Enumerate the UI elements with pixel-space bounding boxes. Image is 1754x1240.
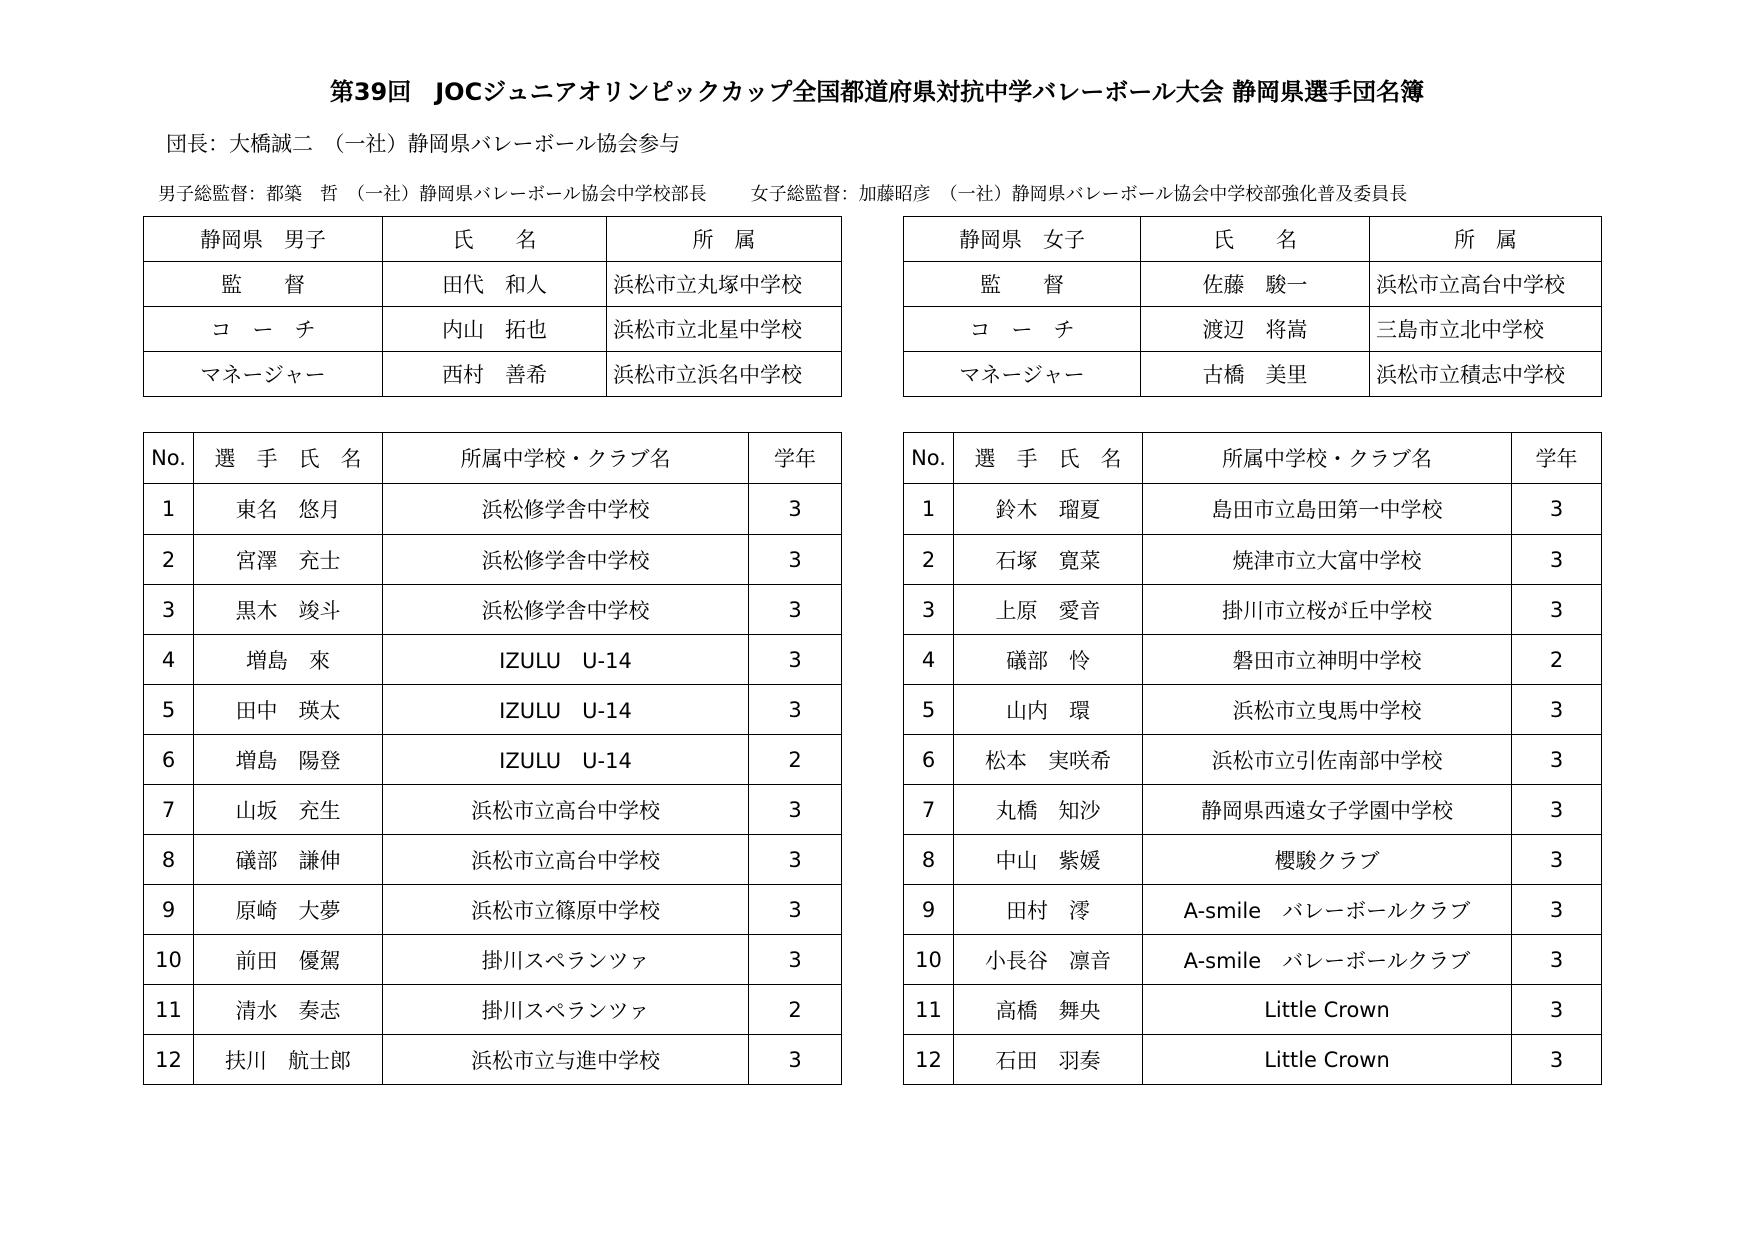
staff-name: 古橋 美里 [1141, 352, 1370, 397]
staff-header-row [904, 217, 1602, 262]
player-club: Little Crown [1143, 985, 1512, 1035]
player-club: A-smile バレーボールクラブ [1143, 935, 1512, 985]
player-name: 増島 來 [194, 635, 383, 685]
table-row [904, 585, 1602, 635]
player-name: 松本 実咲希 [954, 735, 1143, 785]
staff-affiliation: 浜松市立積志中学校 [1370, 352, 1602, 397]
player-grade: 3 [1512, 835, 1602, 885]
boys-players-body [144, 484, 842, 1085]
player-grade: 3 [1512, 1035, 1602, 1085]
player-number: 4 [144, 635, 194, 685]
club-header: 所属中学校・クラブ名 [1143, 433, 1512, 484]
player-name: 石田 羽奏 [954, 1035, 1143, 1085]
table-row [144, 785, 842, 835]
grade-header: 学年 [1512, 433, 1602, 484]
player-number: 11 [904, 985, 954, 1035]
player-grade: 3 [749, 585, 842, 635]
girls-general-director: 女子総監督：加藤昭彦 （一社）静岡県バレーボール協会中学校部強化普及委員長 [750, 184, 1408, 205]
player-grade: 3 [749, 484, 842, 535]
staff-role: コ ー チ [144, 307, 383, 352]
player-grade: 2 [749, 735, 842, 785]
player-number: 1 [904, 484, 954, 535]
table-row [144, 985, 842, 1035]
player-number: 12 [904, 1035, 954, 1085]
player-name: 石塚 寛菜 [954, 535, 1143, 585]
player-grade: 3 [749, 785, 842, 835]
grade-header: 学年 [749, 433, 842, 484]
player-number: 2 [144, 535, 194, 585]
staff-affiliation-header: 所 属 [1370, 217, 1602, 262]
table-row [904, 635, 1602, 685]
table-row [144, 484, 842, 535]
player-number: 5 [904, 685, 954, 735]
girls-staff-table [903, 216, 1602, 397]
player-grade: 3 [749, 685, 842, 735]
staff-row [904, 307, 1602, 352]
page-title: 第39回 JOCジュニアオリンピックカップ全国都道府県対抗中学バレーボール大会 静岡県選手団名簿 [329, 78, 1425, 106]
staff-header-row [144, 217, 842, 262]
staff-role: マネージャー [904, 352, 1141, 397]
number-header: No. [904, 433, 954, 484]
player-name: 増島 陽登 [194, 735, 383, 785]
player-name: 山坂 充生 [194, 785, 383, 835]
player-club: 浜松市立引佐南部中学校 [1143, 735, 1512, 785]
staff-row [904, 262, 1602, 307]
table-row [144, 535, 842, 585]
player-grade: 2 [1512, 635, 1602, 685]
table-row [904, 935, 1602, 985]
player-number: 8 [144, 835, 194, 885]
player-grade: 3 [749, 535, 842, 585]
table-row [904, 735, 1602, 785]
staff-name-header: 氏 名 [383, 217, 607, 262]
table-row [904, 685, 1602, 735]
table-row [144, 735, 842, 785]
player-club: 掛川市立桜が丘中学校 [1143, 585, 1512, 635]
staff-role: 監 督 [144, 262, 383, 307]
player-club: 浜松修学舎中学校 [383, 585, 749, 635]
staff-name: 渡辺 将嵩 [1141, 307, 1370, 352]
player-club: IZULU U-14 [383, 685, 749, 735]
staff-row [144, 307, 842, 352]
staff-team-header: 静岡県 女子 [904, 217, 1141, 262]
player-club: 浜松市立篠原中学校 [383, 885, 749, 935]
player-name: 田村 澪 [954, 885, 1143, 935]
player-name: 高橋 舞央 [954, 985, 1143, 1035]
player-number: 7 [904, 785, 954, 835]
player-grade: 3 [1512, 585, 1602, 635]
player-grade: 3 [749, 885, 842, 935]
table-row [904, 785, 1602, 835]
staff-name-header: 氏 名 [1141, 217, 1370, 262]
players-header-row [904, 433, 1602, 484]
player-name: 山内 環 [954, 685, 1143, 735]
staff-affiliation: 浜松市立高台中学校 [1370, 262, 1602, 307]
player-grade: 3 [749, 635, 842, 685]
boys-general-director: 男子総監督：都築 哲 （一社）静岡県バレーボール協会中学校部長 [158, 184, 707, 205]
player-name: 中山 紫媛 [954, 835, 1143, 885]
player-club: 浜松市立曳馬中学校 [1143, 685, 1512, 735]
number-header: No. [144, 433, 194, 484]
team-leader: 団長：大橋誠二 （一社）静岡県バレーボール協会参与 [166, 132, 681, 156]
player-club: 掛川スペランツァ [383, 935, 749, 985]
table-row [904, 885, 1602, 935]
staff-role: マネージャー [144, 352, 383, 397]
player-number: 5 [144, 685, 194, 735]
table-row [144, 585, 842, 635]
staff-row [144, 352, 842, 397]
player-name: 宮澤 充士 [194, 535, 383, 585]
staff-affiliation: 浜松市立北星中学校 [607, 307, 842, 352]
table-row [904, 985, 1602, 1035]
table-row [144, 835, 842, 885]
player-grade: 3 [1512, 985, 1602, 1035]
player-number: 12 [144, 1035, 194, 1085]
player-number: 2 [904, 535, 954, 585]
girls-players-table [903, 432, 1602, 1085]
table-row [904, 535, 1602, 585]
player-grade: 3 [1512, 785, 1602, 835]
player-number: 11 [144, 985, 194, 1035]
general-directors [158, 180, 1407, 206]
player-number: 10 [144, 935, 194, 985]
club-header: 所属中学校・クラブ名 [383, 433, 749, 484]
player-club: 浜松市立高台中学校 [383, 835, 749, 885]
player-club: 櫻駿クラブ [1143, 835, 1512, 885]
staff-affiliation: 浜松市立丸塚中学校 [607, 262, 842, 307]
staff-role: コ ー チ [904, 307, 1141, 352]
player-number: 9 [904, 885, 954, 935]
player-name: 礒部 謙伸 [194, 835, 383, 885]
player-grade: 3 [1512, 885, 1602, 935]
staff-name: 西村 善希 [383, 352, 607, 397]
player-club: A-smile バレーボールクラブ [1143, 885, 1512, 935]
staff-row [144, 262, 842, 307]
boys-staff-table [143, 216, 842, 397]
boys-players-table [143, 432, 842, 1085]
player-number: 4 [904, 635, 954, 685]
player-number: 3 [144, 585, 194, 635]
staff-name: 内山 拓也 [383, 307, 607, 352]
table-row [904, 1035, 1602, 1085]
player-grade: 3 [749, 935, 842, 985]
player-grade: 3 [1512, 685, 1602, 735]
table-row [904, 835, 1602, 885]
player-club: 浜松市立与進中学校 [383, 1035, 749, 1085]
player-name: 扶川 航士郎 [194, 1035, 383, 1085]
player-name: 小長谷 凛音 [954, 935, 1143, 985]
player-number: 9 [144, 885, 194, 935]
player-name: 東名 悠月 [194, 484, 383, 535]
player-name: 丸橋 知沙 [954, 785, 1143, 835]
player-club: 磐田市立神明中学校 [1143, 635, 1512, 685]
staff-team-header: 静岡県 男子 [144, 217, 383, 262]
player-grade: 3 [1512, 535, 1602, 585]
player-grade: 3 [1512, 935, 1602, 985]
player-name: 清水 奏志 [194, 985, 383, 1035]
table-row [144, 885, 842, 935]
player-name: 礒部 怜 [954, 635, 1143, 685]
player-number: 6 [904, 735, 954, 785]
player-grade: 2 [749, 985, 842, 1035]
table-row [904, 484, 1602, 535]
girls-players-body [904, 484, 1602, 1085]
player-name: 鈴木 瑠夏 [954, 484, 1143, 535]
player-club: Little Crown [1143, 1035, 1512, 1085]
player-club: IZULU U-14 [383, 735, 749, 785]
staff-affiliation: 三島市立北中学校 [1370, 307, 1602, 352]
player-name-header: 選 手 氏 名 [194, 433, 383, 484]
staff-affiliation-header: 所 属 [607, 217, 842, 262]
player-number: 6 [144, 735, 194, 785]
player-grade: 3 [1512, 735, 1602, 785]
player-club: 静岡県西遠女子学園中学校 [1143, 785, 1512, 835]
player-grade: 3 [749, 1035, 842, 1085]
staff-name: 田代 和人 [383, 262, 607, 307]
player-name: 田中 瑛太 [194, 685, 383, 735]
player-club: 浜松市立高台中学校 [383, 785, 749, 835]
player-name: 上原 愛音 [954, 585, 1143, 635]
player-number: 8 [904, 835, 954, 885]
player-name: 黒木 竣斗 [194, 585, 383, 635]
player-club: 浜松修学舎中学校 [383, 535, 749, 585]
player-grade: 3 [749, 835, 842, 885]
player-name: 原崎 大夢 [194, 885, 383, 935]
table-row [144, 685, 842, 735]
table-row [144, 935, 842, 985]
player-number: 1 [144, 484, 194, 535]
staff-name: 佐藤 駿一 [1141, 262, 1370, 307]
player-club: 掛川スペランツァ [383, 985, 749, 1035]
staff-role: 監 督 [904, 262, 1141, 307]
player-club: IZULU U-14 [383, 635, 749, 685]
staff-affiliation: 浜松市立浜名中学校 [607, 352, 842, 397]
player-club: 島田市立島田第一中学校 [1143, 484, 1512, 535]
player-number: 3 [904, 585, 954, 635]
player-name-header: 選 手 氏 名 [954, 433, 1143, 484]
player-name: 前田 優駕 [194, 935, 383, 985]
player-number: 7 [144, 785, 194, 835]
player-club: 浜松修学舎中学校 [383, 484, 749, 535]
table-row [144, 1035, 842, 1085]
player-club: 焼津市立大富中学校 [1143, 535, 1512, 585]
staff-row [904, 352, 1602, 397]
player-grade: 3 [1512, 484, 1602, 535]
players-header-row [144, 433, 842, 484]
table-row [144, 635, 842, 685]
player-number: 10 [904, 935, 954, 985]
